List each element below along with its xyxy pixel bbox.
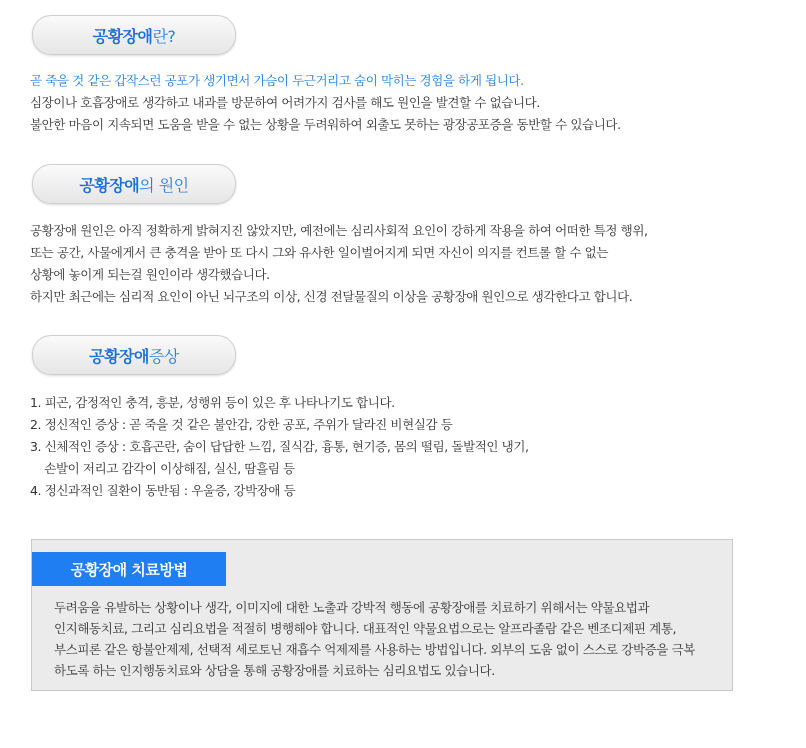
section-title-symptoms xyxy=(32,335,236,375)
paragraph-line: 또는 공간, 사물에게서 큰 충격을 받아 또 다시 그와 유사한 일이벌어지게 되면 자신이 의지를 컨트롤 할 수 없는 xyxy=(30,245,609,260)
paragraph-line: 상황에 놓이게 되는걸 원인이라 생각했습니다. xyxy=(30,267,270,282)
paragraph-line: 하지만 최근에는 심리적 요인이 아닌 뇌구조의 이상, 신경 전달물질의 이상을 공황장애 원인으로 생각한다고 합니다. xyxy=(30,289,633,304)
paragraph-line: 불안한 마음이 지속되면 도움을 받을 수 없는 상황을 두려워하여 외출도 못하는 광장공포증을 동반할 수 있습니다. xyxy=(30,117,621,132)
section-symptoms-list xyxy=(30,392,529,502)
title-keyword: 공황장애 xyxy=(89,346,149,366)
title-suffix: 의 원인 xyxy=(139,175,189,195)
list-item: 4. 정신과적인 질환이 동반됨 : 우울증, 강박장애 등 xyxy=(30,483,296,498)
list-item: 손발이 저리고 감각이 이상해짐, 실신, 땀흘림 등 xyxy=(30,461,295,476)
section-causes-text xyxy=(30,220,648,308)
paragraph-line: 부스피론 같은 항불안제제, 선택적 세로토닌 재흡수 억제제를 사용하는 방법입니다. 외부의 도움 없이 스스로 강박증을 극복 xyxy=(54,642,695,657)
list-item: 2. 정신적인 증상 : 곧 죽을 것 같은 불안감, 강한 공포, 주위가 달라진 비현실감 등 xyxy=(30,417,453,432)
section-title-what-is-panic xyxy=(32,15,236,55)
list-item: 1. 피곤, 감정적인 충격, 흥분, 성행위 등이 있은 후 나타나기도 합니다. xyxy=(30,395,395,410)
section-what-is-panic-text xyxy=(30,70,621,136)
title-keyword: 공황장애 xyxy=(79,175,140,195)
treatment-title: 공황장애 치료방법 xyxy=(32,552,226,586)
treatment-box xyxy=(31,539,733,691)
paragraph-line: 인지해동치료, 그리고 심리요법을 적절히 병행해야 합니다. 대표적인 약물요법으로는 알프라졸람 같은 벤조디제핀 계통, xyxy=(54,621,677,636)
section-title-causes xyxy=(32,164,236,204)
list-item: 3. 신체적인 증상 : 호흡곤란, 숨이 답답한 느낌, 질식감, 흉통, 현기증, 몸의 떨림, 돌발적인 냉기, xyxy=(30,439,529,454)
paragraph-line: 두려움을 유발하는 상황이나 생각, 이미지에 대한 노출과 강박적 행동에 공황장애를 치료하기 위해서는 약물요법과 xyxy=(54,600,650,615)
title-suffix: 란? xyxy=(152,26,176,46)
paragraph-line: 심장이나 호흡장애로 생각하고 내과를 방문하여 어려가지 검사를 해도 원인을 발견할 수 없습니다. xyxy=(30,95,540,110)
paragraph-line: 곧 죽을 것 같은 갑작스런 공포가 생기면서 가슴이 두근거리고 숨이 막히는 경험을 하게 됩니다. xyxy=(30,73,524,88)
title-suffix: 증상 xyxy=(148,346,179,366)
treatment-text xyxy=(54,597,695,681)
paragraph-line: 하도록 하는 인지행동치료와 상담을 통해 공황장애를 치료하는 심리요법도 있습니다. xyxy=(54,663,495,678)
title-keyword: 공황장애 xyxy=(92,26,153,46)
paragraph-line: 공황장애 원인은 아직 정확하게 밝혀지진 않았지만, 예전에는 심리사회적 요인이 강하게 작용을 하여 어떠한 특정 행위, xyxy=(30,223,648,238)
